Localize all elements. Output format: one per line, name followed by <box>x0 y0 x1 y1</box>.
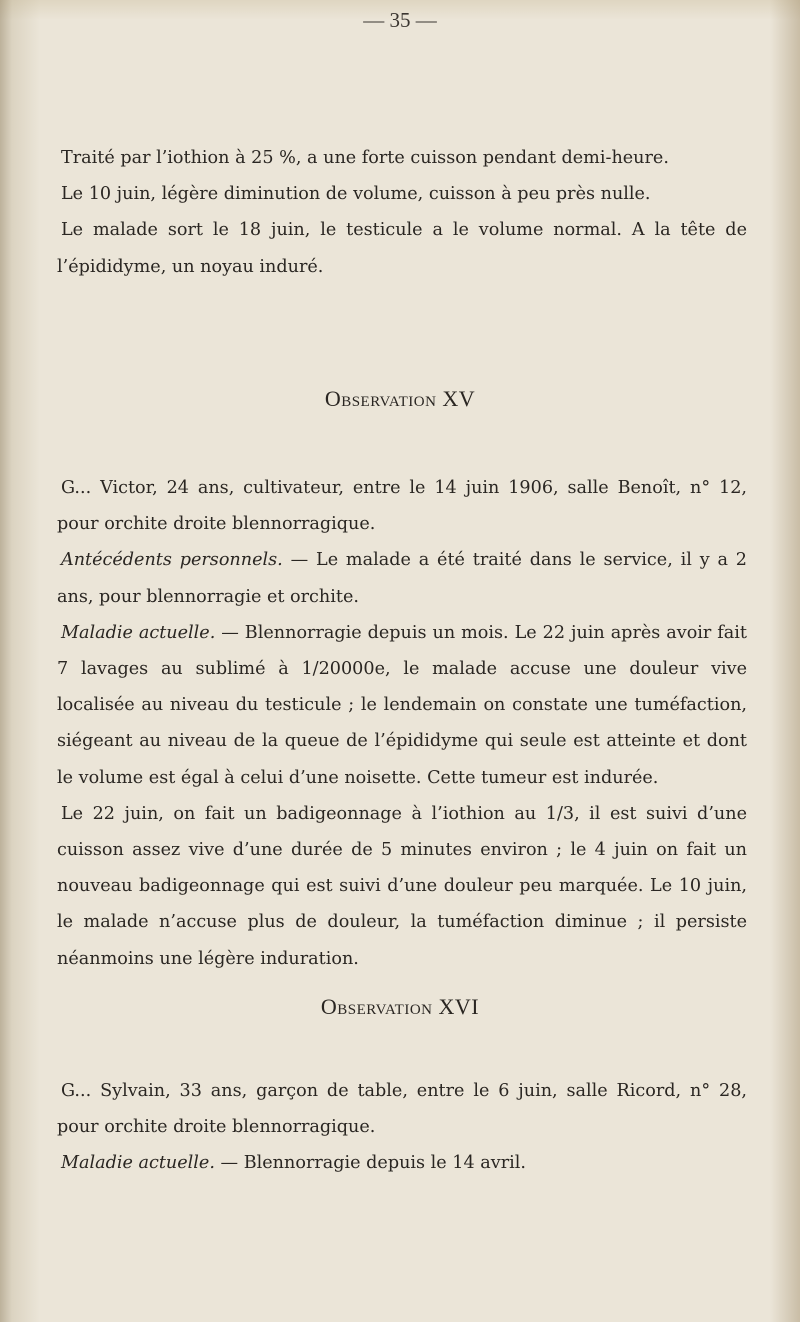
observation-heading: Observation XVI <box>320 994 480 1019</box>
antecedents-label: Antécédents personnels. <box>61 550 283 571</box>
maladie-label: Maladie actuelle. <box>61 622 216 643</box>
paragraph: Le malade sort le 18 juin, le testicule a le volume normal. A la tête de l’épididyme, un noyau induré. <box>57 220 747 277</box>
section-intro <box>57 140 747 285</box>
paragraph: Traité par l’iothion à 25 %, a une forte cuisson pendant demi-heure. <box>61 148 669 168</box>
page-number: — 35 — <box>363 8 437 32</box>
antecedents-text: — Le malade a été traité dans le service, il y a 2 ans, pour blennorragie et orchite. <box>57 550 747 607</box>
maladie-paragraph <box>57 1145 747 1181</box>
observation-xvi-body <box>57 1073 747 1182</box>
observation-heading: Observation XV <box>324 386 476 411</box>
maladie-text: — Blennorragie depuis un mois. Le 22 juin après avoir fait 7 lavages au sublimé à 1/20000e, le malade accuse une douleur vive localisée au niveau du testicule ; le lendemain on constate une tuméfaction, siégeant au niveau de la queue de l’épididyme qui seule est atteinte et dont le volume est égal à celui d’une noisette. Cette tumeur est indurée. <box>57 622 747 788</box>
paragraph: Le 10 juin, légère diminution de volume, cuisson à peu près nulle. <box>61 184 651 205</box>
patient-intro: G... Victor, 24 ans, cultivateur, entre le 14 juin 1906, salle Benoît, n° 12, pour orchite droite blennorragique. <box>57 478 747 535</box>
maladie-text: — Blennorragie depuis le 14 avril. <box>214 1153 526 1174</box>
observation-xv-body <box>57 470 747 977</box>
maladie-paragraph <box>57 615 747 796</box>
maladie-label: Maladie actuelle. <box>61 1153 215 1174</box>
patient-intro: G... Sylvain, 33 ans, garçon de table, entre le 6 juin, salle Ricord, n° 28, pour orchite droite blennorragique. <box>57 1081 747 1138</box>
antecedents-paragraph <box>57 542 747 614</box>
treatment-paragraph: Le 22 juin, on fait un badigeonnage à l’iothion au 1/3, il est suivi d’une cuisson assez vive d’une durée de 5 minutes environ ; le 4 juin on fait un nouveau badigeonnage qui est suivi d’une douleur peu marquée. Le 10 juin, le malade n’accuse plus de douleur, la tuméfaction diminue ; il persiste néanmoins une légère induration. <box>57 803 747 969</box>
